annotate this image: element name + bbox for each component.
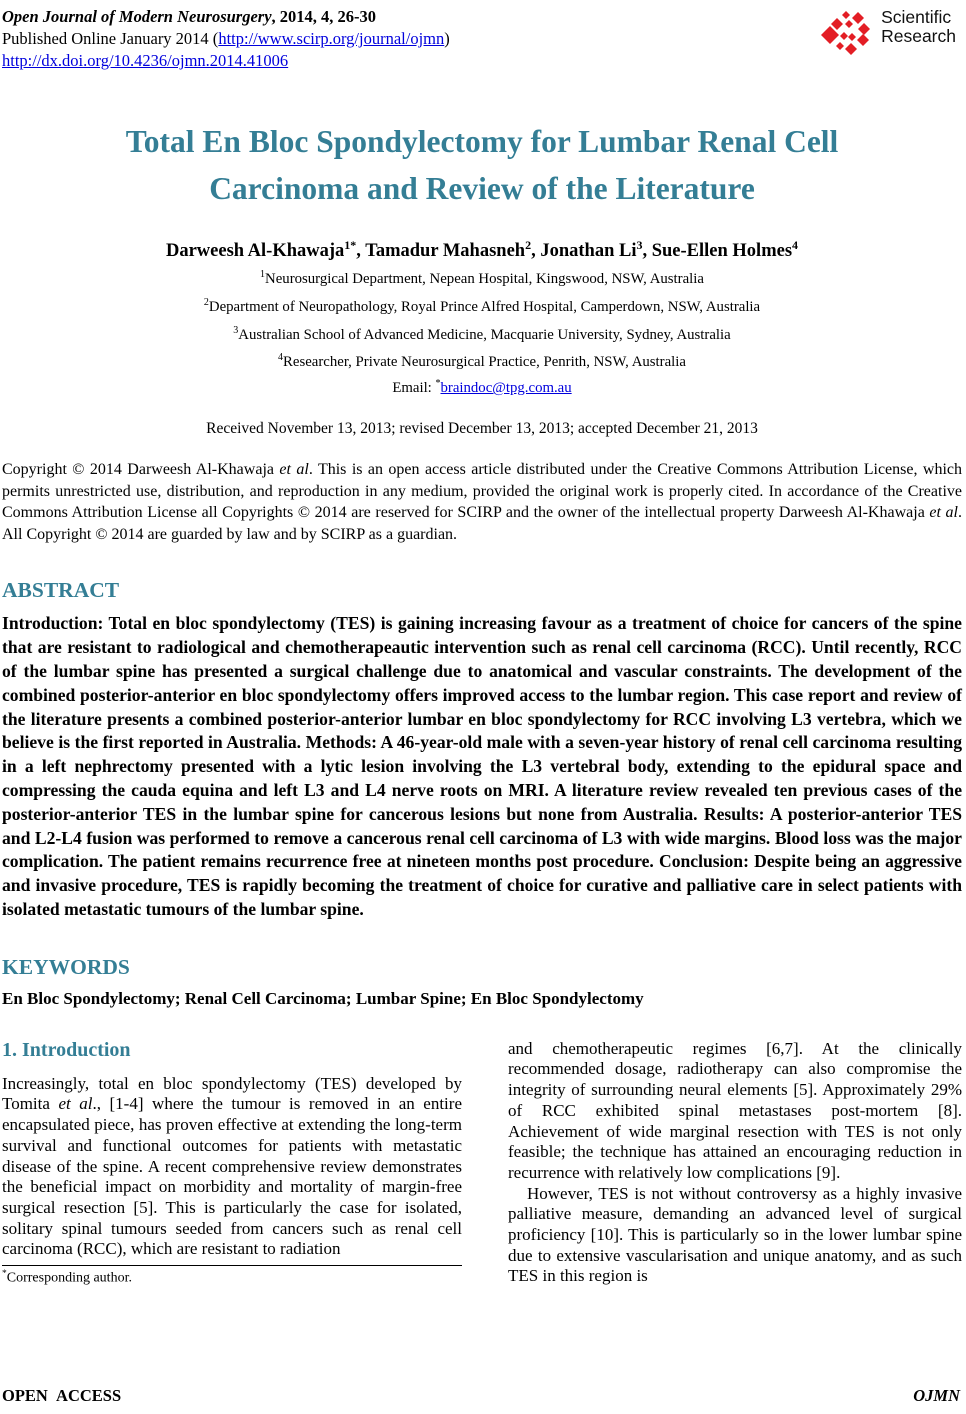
open-access-label: OPEN ACCESS xyxy=(2,1386,122,1405)
affiliation-sup: 2 xyxy=(203,296,209,308)
affiliation-line xyxy=(2,265,962,290)
author-sep: , xyxy=(642,241,652,262)
journal-abbrev-label: OJMN xyxy=(913,1386,960,1405)
affiliation-sup: 1 xyxy=(260,269,266,281)
affiliation-line xyxy=(2,293,962,318)
logo-wordmark xyxy=(881,8,956,46)
introduction-paragraph-right-2: However, TES is not without controversy as a highly invasive palliative measure, demanding an advanced level of surgical proficiency [10]. This is particularly so in the lower lumbar spine due to extensive vascularisation and unique anatomy, and as such TES in this region is xyxy=(508,1183,962,1286)
copyright-text: Copyright © 2014 Darweesh Al-Khawaja xyxy=(2,460,280,478)
author-name: Darweesh Al-Khawaja xyxy=(165,241,345,262)
abstract-heading: ABSTRACT xyxy=(2,578,120,603)
abstract-body: Introduction: Total en bloc spondylectomy (TES) is gaining increasing favour as a treatment of choice for cancers of the spine that are resistant to radiological and chemotherapeautic intervention such as renal cell carcinoma (RCC). Until recently, RCC of the lumbar spine has presented a surgical challenge due to anatomical and vascular constraints. The development of the combined posterior-anterior en bloc spondylectomy offers improved access to the lumbar region. This case report and review of the literature presents a combined posterior-anterior lumbar en bloc spondylectomy for RCC involving L3 vertebra, which we believe is the first reported in Australia. Methods: A 46-year-old male with a seven-year history of renal cell carcinoma resulting in a left nephrectomy presented with a lytic lesion involving the L3 vertebral body, extending to the epidural space and compressing the cauda equina and left L3 and L4 nerve roots on MRI. A literature review revealed ten previous cases of the posterior-anterior TES in the lumbar spine for cancerous lesions but none from Australia. Results: A posterior-anterior TES and L2-L4 fusion was performed to remove a cancerous renal cell carcinoma of L3 with wide margins. Blood loss was the major complication. The patient remains recurrence free at nineteen months post procedure. Conclusion: Despite being an aggressive and invasive procedure, TES is rapidly becoming the treatment of choice for curative and palliative care in select patients with isolated metastatic tumours of the lumbar spine. xyxy=(2,613,962,919)
article-title-line2: Carcinoma and Review of the Literature xyxy=(209,171,755,206)
logo-line2: Research xyxy=(881,26,956,46)
published-prefix: Published Online January 2014 ( xyxy=(2,29,219,48)
two-column-section xyxy=(2,1039,962,1287)
scientific-research-logo xyxy=(819,8,956,61)
article-title xyxy=(2,118,962,212)
author xyxy=(540,238,652,262)
copyright-paragraph xyxy=(2,459,962,545)
author-name: Tamadur Mahasneh xyxy=(365,241,526,262)
author-name: Jonathan Li xyxy=(540,241,637,262)
affiliation-text: Department of Neuropathology, Royal Prince Alfred Hospital, Camperdown, NSW, Australia xyxy=(208,298,761,315)
email-sup: * xyxy=(435,378,441,390)
right-column xyxy=(508,1039,962,1287)
intro-text: ., [1-4] where the tumour is removed in an entire encapsulated piece, has proven effective at extending the long-term survival and functional outcomes for patients with metastatic disease of the spine. A recent comprehensive review demonstrates the beneficial impact on morbidity and mortality of margin-free surgical resection [5]. This is particularly the case for isolated, solitary spinal tumours seeded from cancers such as renal cell carcinoma (RCC), which are resistant to radiation xyxy=(2,1094,462,1259)
doi-link[interactable]: http://dx.doi.org/10.4236/ojmn.2014.41006 xyxy=(2,51,289,70)
intro-etal: et al xyxy=(58,1094,93,1114)
keywords-heading: KEYWORDS xyxy=(2,954,130,979)
footnote-text: Corresponding author. xyxy=(6,1270,132,1286)
journal-citation-block xyxy=(2,6,450,72)
introduction-heading: 1. Introduction xyxy=(2,1038,131,1061)
author xyxy=(165,238,366,262)
journal-title: Open Journal of Modern Neurosurgery xyxy=(2,7,272,26)
affiliation-line xyxy=(2,321,962,346)
authors-line xyxy=(2,238,962,262)
affiliation-sup: 4 xyxy=(278,352,284,364)
copyright-text: . This is an open access article distributed under the Creative Commons Attribution License, which permits unrestricted use, distribution, and reproduction in any medium, provided the original work is properly cited. In accordance of the Creative Commons Attribution License all Copyrights © 2014 are reserved for SCIRP and the owner of the intellectual property Darweesh Al-Khawaja xyxy=(2,460,962,522)
page-footer xyxy=(2,1386,960,1406)
affiliation-text: Researcher, Private Neurosurgical Practice, Penrith, NSW, Australia xyxy=(283,354,686,371)
author-sup: 4 xyxy=(792,238,799,252)
introduction-paragraph-left xyxy=(2,1074,462,1260)
page-header xyxy=(2,6,962,72)
article-title-line1: Total En Bloc Spondylectomy for Lumbar Renal Cell xyxy=(125,124,839,159)
journal-issue: , 2014, 4, 26-30 xyxy=(271,7,377,26)
email-link[interactable]: braindoc@tpg.com.au xyxy=(440,379,572,396)
introduction-paragraph-right-1: and chemotherapeutic regimes [6,7]. At the clinically recommended dosage, radiotherapy can also compromise the integrity of surrounding neural elements [5]. Approximately 29% of RCC exhibited spinal metastases post-mortem [8]. Achievement of wide marginal resection with TES is not only feasible; the technique has attained an encouraging reduction in recurrence with relatively low complications [9]. xyxy=(508,1038,962,1182)
scirp-diamonds-icon xyxy=(819,8,877,61)
author-sup: 1* xyxy=(344,238,357,252)
footnote-sup: * xyxy=(2,1269,7,1280)
journal-citation-line xyxy=(2,6,450,28)
corresponding-author-footnote xyxy=(2,1269,462,1287)
logo-line1: Scientific xyxy=(881,7,952,27)
copyright-etal: et al xyxy=(929,504,959,522)
affiliation-line xyxy=(2,348,962,373)
doi-line xyxy=(2,50,450,72)
published-suffix: ) xyxy=(444,29,450,48)
email-label: Email: xyxy=(392,379,436,396)
intro-text: Increasingly, total en bloc spondylectomy (TES) developed by Tomita xyxy=(2,1073,462,1114)
published-online-line xyxy=(2,28,450,50)
copyright-etal: et al xyxy=(279,460,309,478)
author-name: Sue-Ellen Holmes xyxy=(651,241,793,262)
journal-url-link[interactable]: http://www.scirp.org/journal/ojmn xyxy=(218,29,445,48)
affiliation-text: Australian School of Advanced Medicine, Macquarie University, Sydney, Australia xyxy=(238,326,731,343)
copyright-text: . All Copyright © 2014 are guarded by law and by SCIRP as a guardian. xyxy=(2,504,963,543)
author-sep: , xyxy=(356,241,366,262)
received-line: Received November 13, 2013; revised December 13, 2013; accepted December 21, 2013 xyxy=(206,419,758,437)
left-column xyxy=(2,1039,462,1287)
author xyxy=(365,238,541,262)
author-sup: 3 xyxy=(636,238,643,252)
author-sep: , xyxy=(531,241,541,262)
affiliation-text: Neurosurgical Department, Nepean Hospital, Kingswood, NSW, Australia xyxy=(265,271,704,288)
author xyxy=(651,238,799,262)
affiliation-sup: 3 xyxy=(233,324,239,336)
email-line xyxy=(2,373,962,399)
footnote-divider xyxy=(2,1265,462,1266)
author-sup: 2 xyxy=(525,238,532,252)
keywords-body: En Bloc Spondylectomy; Renal Cell Carcinoma; Lumbar Spine; En Bloc Spondylectomy xyxy=(2,988,644,1008)
